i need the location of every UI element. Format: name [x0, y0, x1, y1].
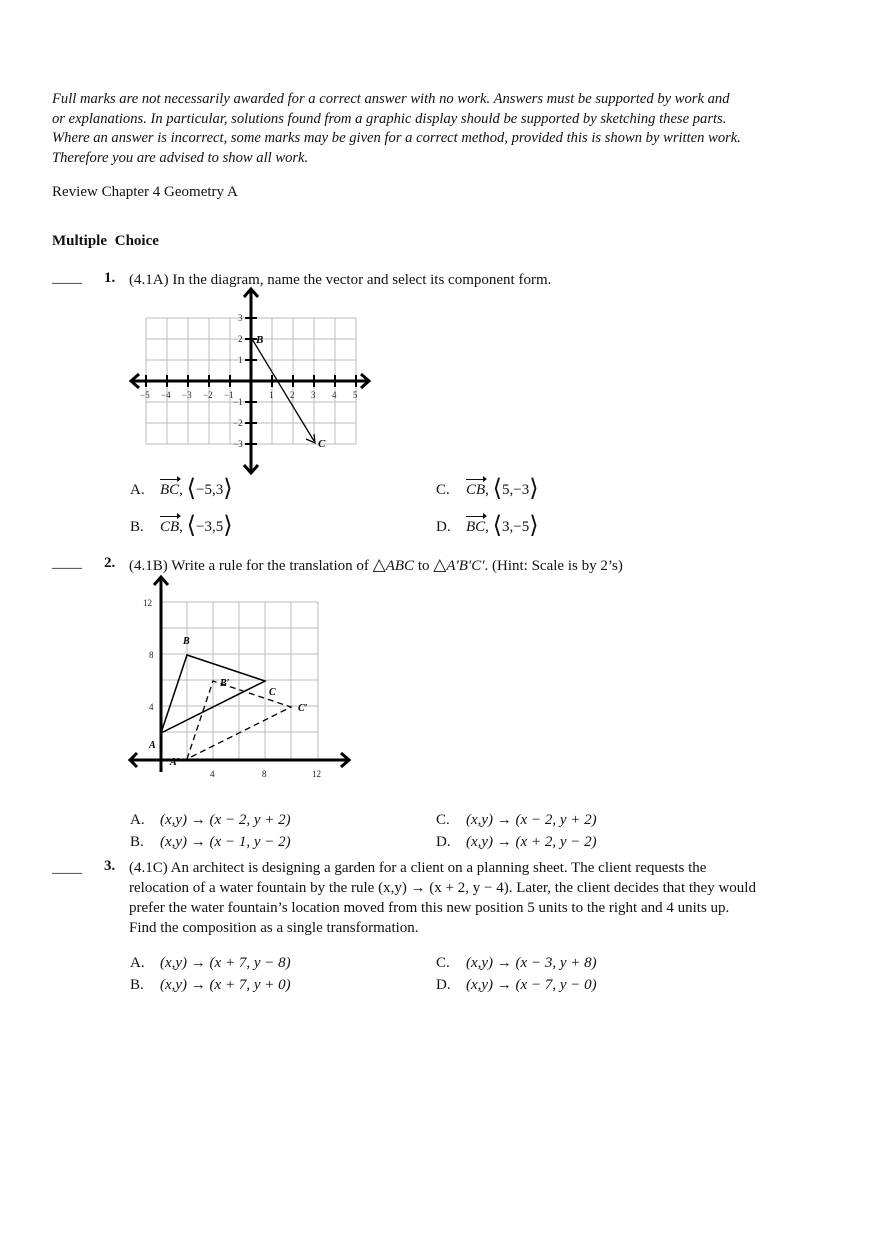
- option-letter: C.: [436, 482, 450, 498]
- option-text: (x,y) → (x + 7, y + 0): [160, 977, 291, 993]
- question-line: relocation of a water fountain by the rule (x,y) → (x + 2, y − 4). Later, the client decides that they would: [129, 880, 756, 896]
- option-text: (x,y) → (x + 2, y − 2): [466, 834, 597, 850]
- option-text: (x,y) → (x − 3, y + 8): [466, 955, 597, 971]
- component-form: −3,5: [196, 519, 224, 535]
- y-tick-label: 2: [238, 334, 243, 344]
- instructions-line: or explanations. In particular, solutions found from a graphic display should be supported by sketching these parts.: [52, 110, 727, 127]
- question-number: 1.: [104, 270, 116, 286]
- x-tick-label: 1: [269, 390, 274, 400]
- question-number: 3.: [104, 858, 116, 874]
- point-b-label: B: [256, 334, 264, 346]
- instructions-line: Therefore you are advised to show all work.: [52, 149, 309, 166]
- x-tick-label: −5: [140, 390, 150, 400]
- option-b[interactable]: [130, 977, 291, 994]
- option-text: (x,y) → (x − 2, y + 2): [160, 812, 291, 828]
- point-c-prime-label: C′: [298, 703, 308, 714]
- x-tick-label: −2: [203, 390, 213, 400]
- x-tick-label: 12: [312, 769, 321, 777]
- y-tick-label: 1: [238, 355, 243, 365]
- vector-name: BC: [160, 482, 180, 498]
- option-d[interactable]: [436, 834, 597, 851]
- instructions-line: Full marks are not necessarily awarded for a correct answer with no work. Answers must be supported by work and: [52, 91, 730, 107]
- question-text-part: . (Hint: Scale is by 2’s): [484, 558, 623, 574]
- component-form: 3,−5: [502, 519, 530, 535]
- point-b-prime-label: B′: [220, 678, 230, 689]
- question-line: (4.1C) An architect is designing a garden for a client on a planning sheet. The client requests the: [129, 860, 707, 876]
- option-letter: B.: [130, 519, 144, 535]
- option-c[interactable]: C. CB, ⟨5,−3⟩: [436, 476, 539, 502]
- y-tick-label: −2: [233, 418, 243, 428]
- x-tick-label: 4: [332, 390, 337, 400]
- question-text: [129, 858, 756, 938]
- option-letter: D.: [436, 519, 451, 535]
- triangle-symbol: △: [433, 555, 447, 574]
- x-tick-label: −1: [224, 390, 234, 400]
- translation-diagram: [128, 572, 363, 777]
- instructions-paragraph: [52, 90, 842, 168]
- x-tick-label: 4: [210, 769, 215, 777]
- option-d[interactable]: D. BC, ⟨3,−5⟩: [436, 513, 539, 539]
- y-tick-label: 4: [149, 702, 154, 712]
- triangle-name: ABC: [385, 558, 415, 574]
- point-a-prime-label: A′: [170, 757, 180, 768]
- question-text: (4.1A) In the diagram, name the vector and select its component form.: [129, 272, 552, 288]
- answer-blank[interactable]: ____: [52, 270, 82, 286]
- triangle-name: A′B′C′: [446, 558, 485, 574]
- vector-diagram: [128, 286, 378, 476]
- option-b[interactable]: [130, 834, 291, 851]
- option-c[interactable]: [436, 812, 597, 829]
- page-title: Review Chapter 4 Geometry A: [52, 184, 238, 200]
- section-heading: Multiple Choice: [52, 233, 159, 249]
- x-tick-label: −3: [182, 390, 192, 400]
- option-a[interactable]: [130, 955, 291, 972]
- y-tick-label: 12: [143, 598, 152, 608]
- option-letter: A.: [130, 482, 145, 498]
- option-letter: B.: [130, 834, 144, 850]
- x-tick-label: 3: [311, 390, 316, 400]
- y-tick-label: 8: [149, 650, 154, 660]
- question-number: 2.: [104, 555, 116, 571]
- x-tick-label: 2: [290, 390, 295, 400]
- option-letter: A.: [130, 955, 145, 971]
- x-tick-label: 8: [262, 769, 267, 777]
- option-b[interactable]: B. CB, ⟨−3,5⟩: [130, 513, 233, 539]
- option-letter: B.: [130, 977, 144, 993]
- vector-name: BC: [466, 519, 486, 535]
- option-text: (x,y) → (x − 2, y + 2): [466, 812, 597, 828]
- option-letter: D.: [436, 977, 451, 993]
- option-letter: D.: [436, 834, 451, 850]
- y-tick-label: −1: [233, 397, 243, 407]
- question-line: prefer the water fountain’s location moved from this new position 5 units to the right and 4 units up.: [129, 900, 730, 916]
- x-tick-label: −4: [161, 390, 171, 400]
- vector-name: CB: [160, 519, 180, 535]
- x-tick-label: 5: [353, 390, 358, 400]
- option-a[interactable]: A. BC, ⟨−5,3⟩: [130, 476, 233, 502]
- question-text-part: to: [414, 558, 434, 574]
- option-text: (x,y) → (x − 7, y − 0): [466, 977, 597, 993]
- vector-bc: [252, 339, 314, 441]
- option-text: (x,y) → (x + 7, y − 8): [160, 955, 291, 971]
- option-letter: A.: [130, 812, 145, 828]
- option-c[interactable]: [436, 955, 597, 972]
- point-b-label: B: [183, 636, 190, 647]
- point-c-label: C: [318, 438, 326, 450]
- component-form: 5,−3: [502, 482, 530, 498]
- question-line: Find the composition as a single transformation.: [129, 920, 419, 936]
- vector-name: CB: [466, 482, 486, 498]
- option-d[interactable]: [436, 977, 597, 994]
- point-c-label: C: [269, 687, 276, 698]
- question-text-part: (4.1B) Write a rule for the translation of: [129, 558, 373, 574]
- option-letter: C.: [436, 955, 450, 971]
- answer-blank[interactable]: ____: [52, 555, 82, 571]
- point-a-label: A: [149, 740, 156, 751]
- answer-blank[interactable]: ____: [52, 860, 82, 876]
- option-a[interactable]: [130, 812, 291, 829]
- option-text: (x,y) → (x − 1, y − 2): [160, 834, 291, 850]
- y-tick-label: −3: [233, 439, 243, 449]
- y-tick-label: 3: [238, 313, 243, 323]
- instructions-line: Where an answer is incorrect, some marks may be given for a correct method, provided this is shown by written work.: [52, 130, 741, 146]
- triangle-symbol: △: [372, 555, 386, 574]
- option-letter: C.: [436, 812, 450, 828]
- component-form: −5,3: [196, 482, 224, 498]
